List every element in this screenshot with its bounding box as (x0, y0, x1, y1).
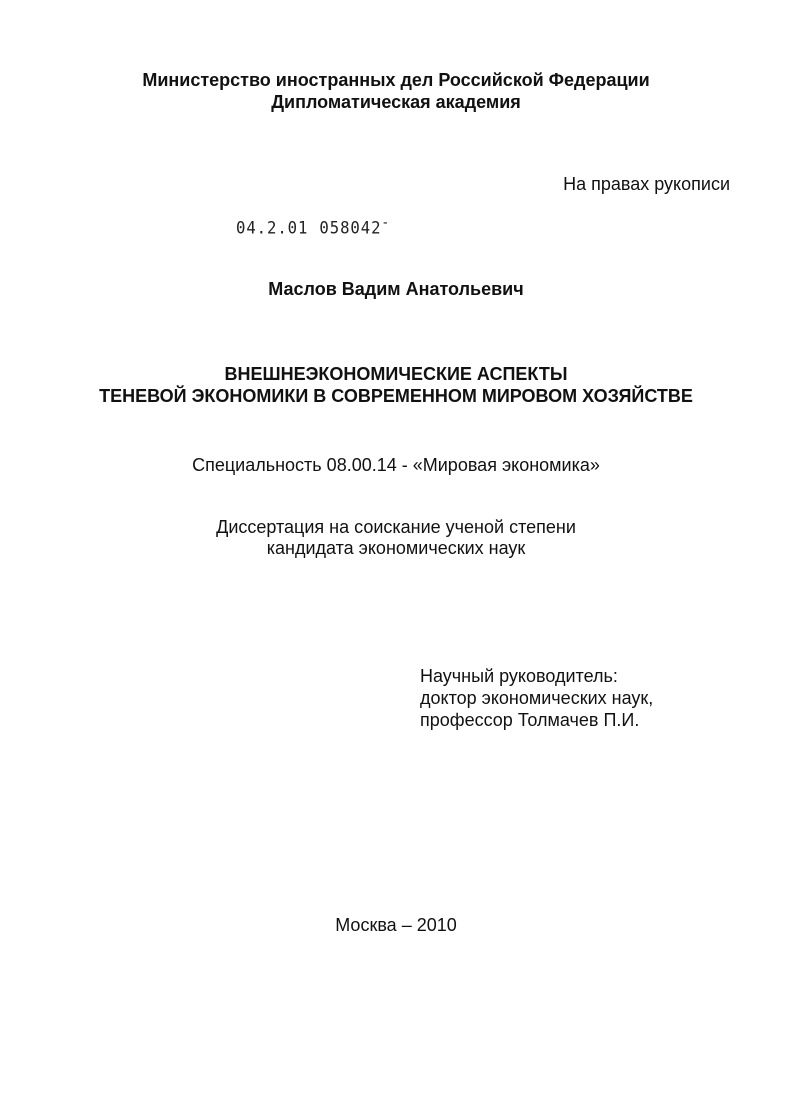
ministry-heading: Министерство иностранных дел Российской Федерации (142, 70, 650, 90)
dissertation-title-line-2: ТЕНЕВОЙ ЭКОНОМИКИ В СОВРЕМЕННОМ МИРОВОМ ХОЗЯЙСТВЕ (99, 386, 693, 406)
author-name: Маслов Вадим Анатольевич (268, 279, 524, 299)
library-stamp (236, 215, 390, 239)
degree-line-1: Диссертация на соискание ученой степени (216, 517, 576, 537)
degree-line-2: кандидата экономических наук (266, 538, 526, 558)
supervisor-name: профессор Толмачев П.И. (420, 710, 640, 730)
manuscript-note: На правах рукописи (563, 174, 730, 194)
academy-heading: Дипломатическая академия (271, 92, 521, 112)
stamp-date: 04.2.01 (236, 218, 309, 239)
supervisor-label: Научный руководитель: (420, 666, 618, 686)
stamp-mark: - (381, 215, 391, 231)
place-year: Москва – 2010 (335, 915, 457, 935)
stamp-number: 058042 (319, 218, 382, 239)
specialty: Специальность 08.00.14 - «Мировая экономика» (192, 455, 600, 475)
dissertation-title-line-1: ВНЕШНЕЭКОНОМИЧЕСКИЕ АСПЕКТЫ (224, 364, 568, 384)
supervisor-degree: доктор экономических наук, (420, 688, 654, 708)
